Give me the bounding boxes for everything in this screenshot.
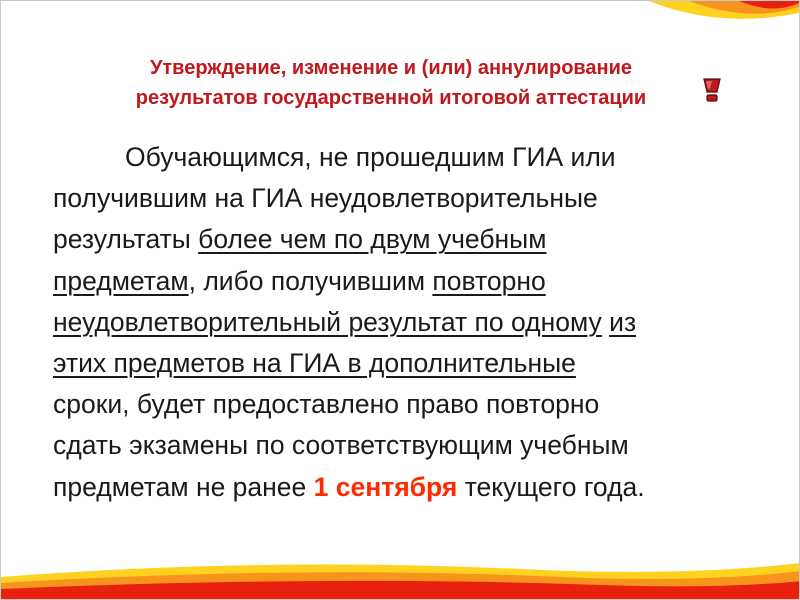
underlined-phrase: предметам	[53, 265, 189, 296]
body-paragraph	[53, 137, 793, 508]
underlined-phrase: более чем по двум учебным	[198, 224, 547, 255]
decorative-swoosh-top	[629, 1, 799, 41]
underlined-phrase: неудовлетворительный результат по одному	[53, 306, 602, 337]
body-line-1: Обучающимся, не прошедшим ГИА или	[125, 142, 616, 172]
body-line-3	[53, 219, 793, 260]
body-text-segment: текущего года.	[457, 471, 645, 502]
body-line-5	[53, 302, 793, 343]
body-line-4	[53, 261, 793, 302]
body-line-2: получившим на ГИА неудовлетворительные	[53, 183, 598, 214]
underlined-phrase: из	[609, 306, 637, 337]
title-line-2: результатов государственной итоговой аттестации	[135, 87, 647, 109]
slide-title	[61, 53, 721, 113]
body-line-6	[53, 343, 793, 384]
body-line-7: сроки, будет предоставлено право повторно	[53, 389, 600, 420]
title-line-1: Утверждение, изменение и (или) аннулирование	[149, 57, 633, 79]
body-line-9	[53, 467, 793, 508]
exclamation-icon	[701, 77, 723, 103]
body-line-8: сдать экзамены по соответствующим учебным	[53, 430, 629, 461]
decorative-swoosh-bottom	[1, 539, 800, 599]
body-text-segment: результаты	[53, 224, 199, 255]
body-text-segment: , либо получившим	[188, 265, 433, 296]
body-text-segment: предметам не ранее	[53, 471, 314, 502]
highlighted-date: 1 сентября	[313, 471, 458, 502]
underlined-phrase: этих предметов на ГИА в дополнительные	[53, 348, 576, 379]
underlined-phrase: повторно	[432, 265, 546, 296]
